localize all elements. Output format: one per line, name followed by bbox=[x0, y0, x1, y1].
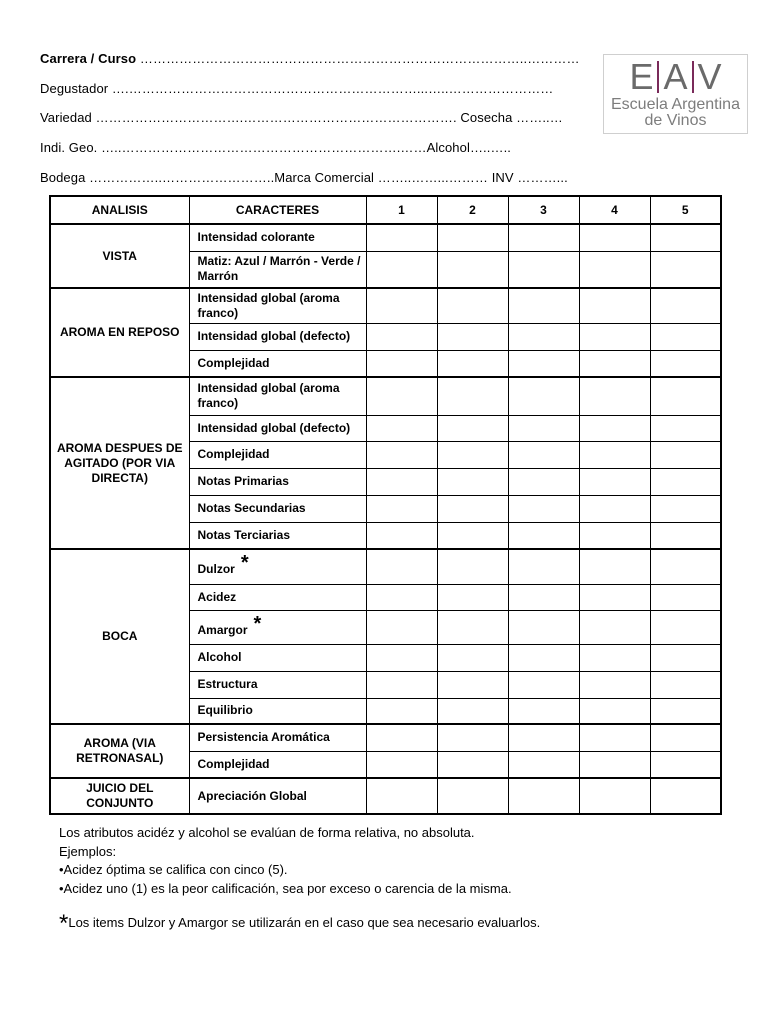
score-cell-1[interactable] bbox=[366, 549, 437, 584]
caracter-cell bbox=[189, 522, 366, 549]
field-carrera-curso-label: Carrera / Curso bbox=[40, 51, 137, 66]
caracter-cell bbox=[189, 288, 366, 323]
caracter-label: Intensidad global (defecto) bbox=[197, 329, 351, 343]
note-line: Los atributos acidéz y alcohol se evalúan de forma relativa, no absoluta. bbox=[59, 825, 475, 840]
caracter-label: Intensidad colorante bbox=[197, 230, 315, 245]
score-cell-4[interactable] bbox=[579, 495, 650, 522]
logo-text-line1: Escuela Argentina bbox=[611, 96, 740, 113]
header-score-2: 2 bbox=[437, 196, 508, 224]
score-cell-1[interactable] bbox=[366, 751, 437, 778]
caracter-cell bbox=[189, 778, 366, 814]
field-bodega-marca-inv: Bodega ……………..……………………..Marca Comercial ……..……...……… INV ………... bbox=[40, 170, 568, 185]
header-score-1: 1 bbox=[366, 196, 437, 224]
score-cell-4[interactable] bbox=[579, 724, 650, 751]
evaluation-table bbox=[49, 195, 722, 815]
caracter-label: Apreciación Global bbox=[197, 788, 307, 803]
score-cell-2[interactable] bbox=[437, 610, 508, 644]
score-cell-1[interactable] bbox=[366, 224, 437, 251]
score-cell-4[interactable] bbox=[579, 377, 650, 415]
score-cell-4[interactable] bbox=[579, 610, 650, 644]
score-cell-2[interactable] bbox=[437, 224, 508, 251]
caracter-label: Estructura bbox=[197, 677, 258, 691]
score-cell-1[interactable] bbox=[366, 377, 437, 415]
caracter-cell bbox=[189, 584, 366, 610]
score-cell-5[interactable] bbox=[650, 468, 721, 495]
caracter-cell bbox=[189, 350, 366, 377]
score-cell-3[interactable] bbox=[508, 751, 579, 778]
score-cell-1[interactable] bbox=[366, 644, 437, 671]
score-cell-4[interactable] bbox=[579, 251, 650, 288]
score-cell-4[interactable] bbox=[579, 549, 650, 584]
note-line: Ejemplos: bbox=[59, 843, 117, 859]
score-cell-3[interactable] bbox=[508, 698, 579, 724]
table-row bbox=[50, 377, 721, 415]
caracter-cell bbox=[189, 415, 366, 441]
caracter-cell bbox=[189, 549, 366, 584]
score-cell-4[interactable] bbox=[579, 522, 650, 549]
score-cell-1[interactable] bbox=[366, 584, 437, 610]
footnote bbox=[59, 910, 540, 938]
table-header-row bbox=[50, 196, 721, 224]
score-cell-5[interactable] bbox=[650, 644, 721, 671]
score-cell-1[interactable] bbox=[366, 698, 437, 724]
score-cell-1[interactable] bbox=[366, 671, 437, 698]
score-cell-2[interactable] bbox=[437, 377, 508, 415]
score-cell-5[interactable] bbox=[650, 724, 721, 751]
caracter-label: Alcohol bbox=[197, 650, 242, 664]
eav-logo bbox=[603, 54, 748, 134]
caracter-cell bbox=[189, 377, 366, 415]
asterisk-mark: * bbox=[253, 612, 262, 635]
score-cell-4[interactable] bbox=[579, 288, 650, 323]
score-cell-1[interactable] bbox=[366, 778, 437, 814]
score-cell-2[interactable] bbox=[437, 644, 508, 671]
caracter-cell bbox=[189, 468, 366, 495]
score-cell-1[interactable] bbox=[366, 724, 437, 751]
score-cell-4[interactable] bbox=[579, 751, 650, 778]
score-cell-4[interactable] bbox=[579, 350, 650, 377]
header-caracteres: CARACTERES bbox=[189, 196, 366, 224]
analisis-category: JUICIO DEL CONJUNTO bbox=[50, 778, 189, 814]
score-cell-3[interactable] bbox=[508, 377, 579, 415]
field-indi-geo-alcohol: Indi. Geo. …..……………………………………………………….……Alcohol…..….. bbox=[40, 140, 511, 155]
score-cell-5[interactable] bbox=[650, 698, 721, 724]
caracter-label: Equilibrio bbox=[197, 703, 253, 718]
caracter-label: Matiz: Azul / Marrón - Verde / Marrón bbox=[197, 254, 361, 284]
caracter-label: Notas Secundarias bbox=[197, 501, 306, 515]
score-cell-3[interactable] bbox=[508, 549, 579, 584]
score-cell-3[interactable] bbox=[508, 468, 579, 495]
caracter-label: Notas Primarias bbox=[197, 474, 289, 488]
score-cell-2[interactable] bbox=[437, 323, 508, 350]
caracter-cell bbox=[189, 323, 366, 350]
score-cell-5[interactable] bbox=[650, 288, 721, 323]
score-cell-4[interactable] bbox=[579, 415, 650, 441]
score-cell-3[interactable] bbox=[508, 778, 579, 814]
caracter-label: Complejidad bbox=[197, 355, 270, 370]
notes-block bbox=[59, 824, 512, 898]
caracter-label: Persistencia Aromática bbox=[197, 730, 330, 745]
caracter-cell bbox=[189, 495, 366, 522]
analisis-category: AROMA DESPUES DE AGITADO (POR VIA DIRECTA) bbox=[50, 377, 189, 549]
field-degustador: Degustador ….…………………………………………………………...…..…………………… bbox=[40, 81, 554, 96]
caracter-cell bbox=[189, 724, 366, 751]
score-cell-4[interactable] bbox=[579, 441, 650, 468]
score-cell-3[interactable] bbox=[508, 415, 579, 441]
caracter-cell bbox=[189, 224, 366, 251]
header-score-4: 4 bbox=[579, 196, 650, 224]
score-cell-1[interactable] bbox=[366, 610, 437, 644]
logo-mark bbox=[604, 57, 747, 97]
score-cell-4[interactable] bbox=[579, 468, 650, 495]
score-cell-2[interactable] bbox=[437, 671, 508, 698]
caracter-cell bbox=[189, 441, 366, 468]
score-cell-2[interactable] bbox=[437, 350, 508, 377]
logo-text-line2: de Vinos bbox=[644, 112, 707, 129]
score-cell-5[interactable] bbox=[650, 323, 721, 350]
score-cell-1[interactable] bbox=[366, 468, 437, 495]
score-cell-2[interactable] bbox=[437, 288, 508, 323]
score-cell-5[interactable] bbox=[650, 350, 721, 377]
score-cell-5[interactable] bbox=[650, 522, 721, 549]
score-cell-2[interactable] bbox=[437, 495, 508, 522]
score-cell-5[interactable] bbox=[650, 224, 721, 251]
score-cell-1[interactable] bbox=[366, 288, 437, 323]
analisis-category: BOCA bbox=[50, 549, 189, 724]
score-cell-2[interactable] bbox=[437, 441, 508, 468]
score-cell-3[interactable] bbox=[508, 724, 579, 751]
score-cell-5[interactable] bbox=[650, 415, 721, 441]
caracter-cell bbox=[189, 610, 366, 644]
score-cell-5[interactable] bbox=[650, 584, 721, 610]
score-cell-2[interactable] bbox=[437, 698, 508, 724]
score-cell-3[interactable] bbox=[508, 224, 579, 251]
logo-letter-e: E bbox=[629, 56, 654, 97]
score-cell-1[interactable] bbox=[366, 522, 437, 549]
table-row bbox=[50, 778, 721, 814]
caracter-label: Intensidad global (aroma franco) bbox=[197, 381, 340, 411]
score-cell-3[interactable] bbox=[508, 495, 579, 522]
score-cell-3[interactable] bbox=[508, 584, 579, 610]
score-cell-3[interactable] bbox=[508, 441, 579, 468]
caracter-label: Acidez bbox=[197, 589, 237, 604]
caracter-cell bbox=[189, 698, 366, 724]
score-cell-3[interactable] bbox=[508, 288, 579, 323]
score-cell-2[interactable] bbox=[437, 751, 508, 778]
asterisk-mark: * bbox=[240, 552, 249, 575]
score-cell-4[interactable] bbox=[579, 584, 650, 610]
score-cell-3[interactable] bbox=[508, 522, 579, 549]
score-cell-2[interactable] bbox=[437, 584, 508, 610]
caracter-cell bbox=[189, 251, 366, 288]
score-cell-2[interactable] bbox=[437, 415, 508, 441]
score-cell-5[interactable] bbox=[650, 610, 721, 644]
note-line: •Acidez uno (1) es la peor calificación, sea por exceso o carencia de la misma. bbox=[59, 880, 512, 896]
field-carrera-curso bbox=[40, 51, 580, 67]
score-cell-1[interactable] bbox=[366, 415, 437, 441]
score-cell-5[interactable] bbox=[650, 495, 721, 522]
table-row bbox=[50, 549, 721, 584]
table-row bbox=[50, 724, 721, 751]
score-cell-3[interactable] bbox=[508, 610, 579, 644]
score-cell-3[interactable] bbox=[508, 350, 579, 377]
caracter-label: Dulzor bbox=[197, 562, 235, 577]
caracter-label: Complejidad bbox=[197, 756, 270, 771]
field-variedad-cosecha: Variedad …………………………….…………………………………………. Cosecha ……..… bbox=[40, 110, 563, 125]
analisis-category: AROMA (VIA RETRONASAL) bbox=[50, 724, 189, 778]
analisis-category: VISTA bbox=[50, 224, 189, 288]
score-cell-4[interactable] bbox=[579, 671, 650, 698]
note-line: •Acidez óptima se califica con cinco (5). bbox=[59, 862, 288, 877]
score-cell-2[interactable] bbox=[437, 778, 508, 814]
score-cell-4[interactable] bbox=[579, 698, 650, 724]
score-cell-1[interactable] bbox=[366, 350, 437, 377]
score-cell-2[interactable] bbox=[437, 724, 508, 751]
header-analisis: ANALISIS bbox=[50, 196, 189, 224]
score-cell-2[interactable] bbox=[437, 522, 508, 549]
caracter-cell bbox=[189, 644, 366, 671]
caracter-label: Complejidad bbox=[197, 447, 270, 461]
footnote-text: Los items Dulzor y Amargor se utilizarán en el caso que sea necesario evaluarlos. bbox=[68, 915, 541, 930]
score-cell-5[interactable] bbox=[650, 251, 721, 288]
field-carrera-curso-dots: ……………………………………………………………………………..………… bbox=[136, 51, 580, 66]
score-cell-5[interactable] bbox=[650, 751, 721, 778]
analisis-category: AROMA EN REPOSO bbox=[50, 288, 189, 377]
score-cell-2[interactable] bbox=[437, 251, 508, 288]
caracter-label: Notas Terciarias bbox=[197, 527, 290, 542]
score-cell-1[interactable] bbox=[366, 441, 437, 468]
score-cell-3[interactable] bbox=[508, 644, 579, 671]
header-score-3: 3 bbox=[508, 196, 579, 224]
score-cell-3[interactable] bbox=[508, 323, 579, 350]
caracter-cell bbox=[189, 671, 366, 698]
score-cell-2[interactable] bbox=[437, 549, 508, 584]
score-cell-5[interactable] bbox=[650, 549, 721, 584]
score-cell-4[interactable] bbox=[579, 323, 650, 350]
score-cell-2[interactable] bbox=[437, 468, 508, 495]
table-row bbox=[50, 288, 721, 323]
score-cell-3[interactable] bbox=[508, 671, 579, 698]
caracter-label: Amargor bbox=[197, 622, 248, 637]
caracter-cell bbox=[189, 751, 366, 778]
score-cell-4[interactable] bbox=[579, 224, 650, 251]
score-cell-4[interactable] bbox=[579, 778, 650, 814]
score-cell-3[interactable] bbox=[508, 251, 579, 288]
logo-letter-v: V bbox=[697, 56, 722, 97]
table-row bbox=[50, 224, 721, 251]
table-body bbox=[50, 224, 721, 814]
score-cell-5[interactable] bbox=[650, 778, 721, 814]
score-cell-1[interactable] bbox=[366, 323, 437, 350]
score-cell-1[interactable] bbox=[366, 251, 437, 288]
footnote-asterisk: * bbox=[59, 910, 69, 937]
caracter-label: Intensidad global (aroma franco) bbox=[197, 290, 340, 320]
caracter-label: Intensidad global (defecto) bbox=[197, 420, 351, 435]
score-cell-4[interactable] bbox=[579, 644, 650, 671]
logo-letter-a: A bbox=[663, 56, 688, 97]
score-cell-5[interactable] bbox=[650, 377, 721, 415]
score-cell-5[interactable] bbox=[650, 671, 721, 698]
score-cell-5[interactable] bbox=[650, 441, 721, 468]
score-cell-1[interactable] bbox=[366, 495, 437, 522]
header-score-5: 5 bbox=[650, 196, 721, 224]
